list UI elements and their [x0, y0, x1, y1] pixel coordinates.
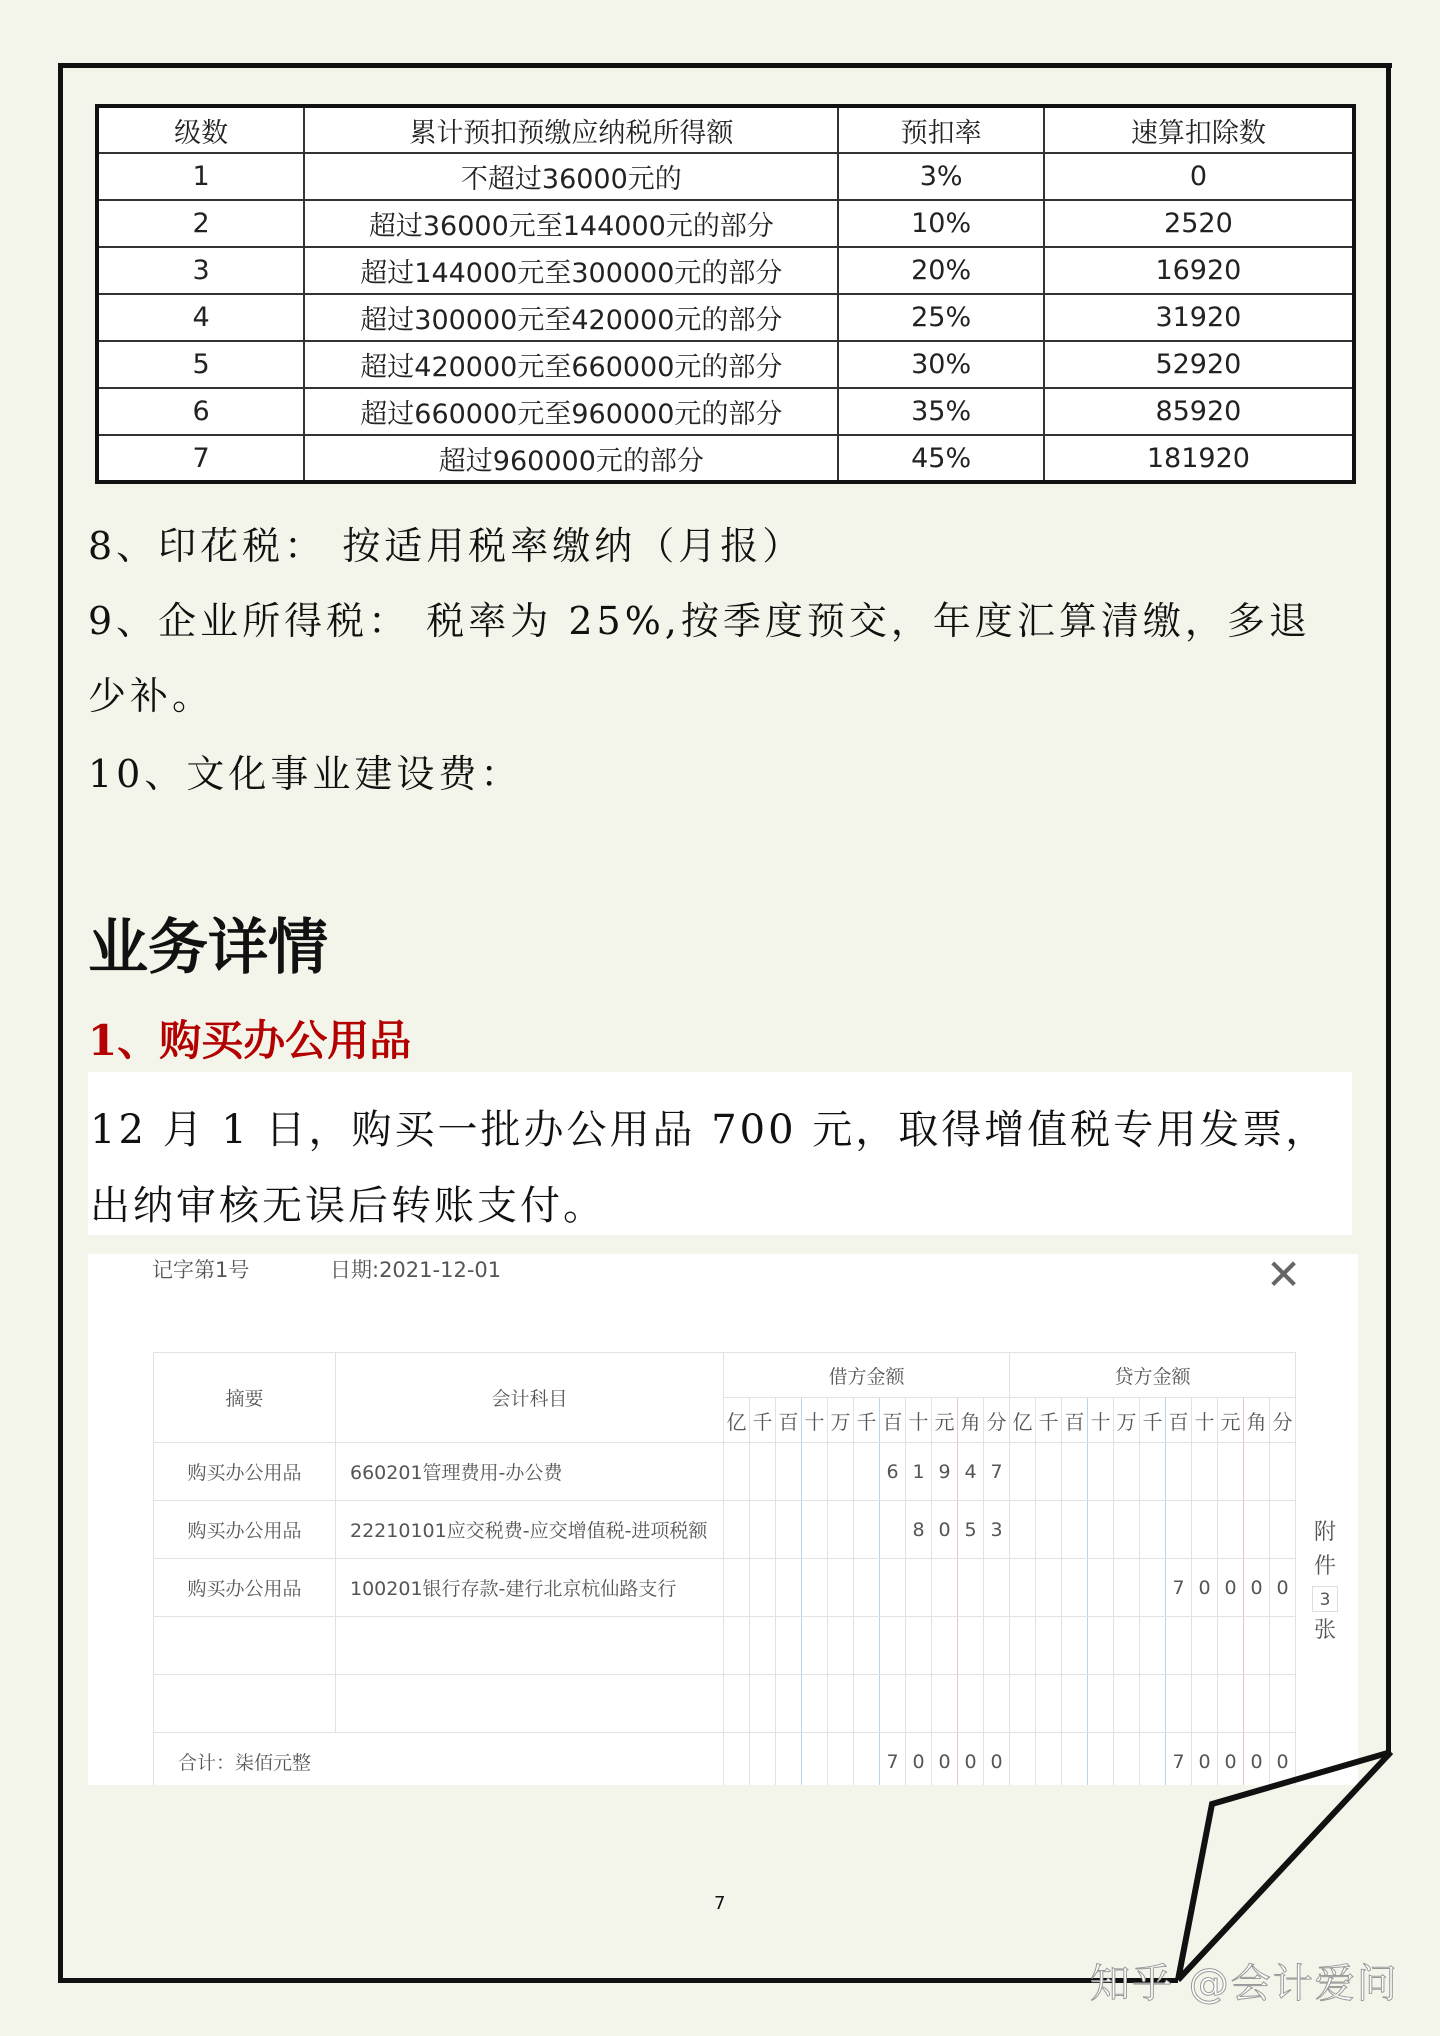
unit-label: 百 [1166, 1398, 1192, 1443]
cell-income: 超过420000元至660000元的部分 [304, 341, 838, 388]
header-rate: 预扣率 [838, 106, 1043, 153]
unit-label: 千 [854, 1398, 880, 1443]
amount-digit[interactable]: 0 [1244, 1733, 1270, 1786]
amount-digit[interactable]: 7 [984, 1443, 1010, 1501]
description-line-2: 出纳审核无误后转账支付。 [90, 1183, 606, 1229]
section-title: 业务详情 [88, 913, 328, 983]
cell-rate: 35% [838, 388, 1043, 435]
col-account: 会计科目 [336, 1353, 724, 1443]
sub-title: 1、购买办公用品 [88, 1016, 412, 1065]
cell-deduction: 181920 [1044, 435, 1354, 482]
col-debit: 借方金额 [724, 1353, 1010, 1398]
entry-summary[interactable]: 购买办公用品 [154, 1501, 336, 1559]
attach-label: 件 [1313, 1554, 1336, 1579]
entry-account[interactable]: 22210101应交税费-应交增值税-进项税额 [336, 1501, 724, 1559]
unit-label: 十 [802, 1398, 828, 1443]
cell-rate: 30% [838, 341, 1043, 388]
amount-digit[interactable]: 0 [958, 1733, 984, 1786]
unit-label: 十 [1192, 1398, 1218, 1443]
cell-rate: 10% [838, 200, 1043, 247]
cell-rate: 20% [838, 247, 1043, 294]
item-9-corporate-tax: 9、企业所得税： 税率为 25%,按季度预交，年度汇算清缴，多退 [88, 599, 1311, 643]
amount-digit[interactable]: 6 [880, 1443, 906, 1501]
header-deduction: 速算扣除数 [1044, 106, 1354, 153]
cell-level: 6 [97, 388, 304, 435]
cell-level: 1 [97, 153, 304, 200]
cell-rate: 25% [838, 294, 1043, 341]
entry-account[interactable]: 660201管理费用-办公费 [336, 1443, 724, 1501]
cell-level: 5 [97, 341, 304, 388]
cell-deduction: 2520 [1044, 200, 1354, 247]
page-number: 7 [714, 1893, 726, 1914]
voucher-date: 日期:2021-12-01 [330, 1258, 502, 1282]
unit-label: 十 [906, 1398, 932, 1443]
amount-digit[interactable]: 0 [1218, 1733, 1244, 1786]
entry-account[interactable]: 100201银行存款-建行北京杭仙路支行 [336, 1559, 724, 1617]
amount-digit[interactable]: 0 [906, 1733, 932, 1786]
amount-digit[interactable]: 0 [1244, 1559, 1270, 1617]
unit-label: 千 [750, 1398, 776, 1443]
amount-digit[interactable]: 0 [1192, 1733, 1218, 1786]
cell-deduction: 16920 [1044, 247, 1354, 294]
description-line-1: 12 月 1 日，购买一批办公用品 700 元，取得增值税专用发票， [90, 1107, 1329, 1153]
unit-label: 百 [880, 1398, 906, 1443]
total-label: 合计：柒佰元整 [154, 1733, 724, 1786]
item-8-stamp-tax: 8、印花税： 按适用税率缴纳（月报） [88, 524, 805, 568]
amount-digit[interactable]: 0 [1270, 1733, 1296, 1786]
close-icon[interactable]: ✕ [1266, 1254, 1302, 1299]
unit-label: 元 [1218, 1398, 1244, 1443]
unit-label: 千 [1140, 1398, 1166, 1443]
cell-deduction: 85920 [1044, 388, 1354, 435]
col-summary: 摘要 [154, 1353, 336, 1443]
cell-rate: 45% [838, 435, 1043, 482]
amount-digit[interactable]: 9 [932, 1443, 958, 1501]
amount-digit[interactable]: 0 [984, 1733, 1010, 1786]
cell-income: 超过36000元至144000元的部分 [304, 200, 838, 247]
col-credit: 贷方金额 [1010, 1353, 1296, 1398]
unit-label: 万 [828, 1398, 854, 1443]
entry-summary[interactable]: 购买办公用品 [154, 1559, 336, 1617]
page-curl-line [1178, 1752, 1391, 1980]
amount-digit[interactable]: 5 [958, 1501, 984, 1559]
cell-rate: 3% [838, 153, 1043, 200]
item-10-culture-fee: 10、文化事业建设费： [88, 752, 523, 796]
cell-level: 2 [97, 200, 304, 247]
amount-digit[interactable]: 1 [906, 1443, 932, 1501]
voucher-number: 记字第1号 [152, 1258, 250, 1282]
cell-level: 4 [97, 294, 304, 341]
unit-label: 万 [1114, 1398, 1140, 1443]
cell-level: 7 [97, 435, 304, 482]
amount-digit[interactable]: 0 [1270, 1559, 1296, 1617]
attach-label: 附 [1313, 1520, 1336, 1545]
amount-digit[interactable]: 0 [1192, 1559, 1218, 1617]
attach-label: 张 [1313, 1618, 1336, 1643]
amount-digit[interactable]: 7 [880, 1733, 906, 1786]
amount-digit[interactable]: 0 [932, 1733, 958, 1786]
cell-deduction: 31920 [1044, 294, 1354, 341]
cell-level: 3 [97, 247, 304, 294]
cell-income: 超过960000元的部分 [304, 435, 838, 482]
attach-count-input[interactable]: 3 [1312, 1586, 1338, 1612]
amount-digit[interactable]: 0 [1218, 1559, 1244, 1617]
item-9-continued: 少补。 [88, 674, 215, 718]
cell-income: 超过144000元至300000元的部分 [304, 247, 838, 294]
amount-digit[interactable]: 7 [1166, 1733, 1192, 1786]
amount-digit[interactable]: 8 [906, 1501, 932, 1559]
unit-label: 百 [1062, 1398, 1088, 1443]
entry-summary[interactable]: 购买办公用品 [154, 1443, 336, 1501]
cell-deduction: 52920 [1044, 341, 1354, 388]
unit-label: 角 [958, 1398, 984, 1443]
unit-label: 分 [984, 1398, 1010, 1443]
header-income: 累计预扣预缴应纳税所得额 [304, 106, 838, 153]
cell-deduction: 0 [1044, 153, 1354, 200]
watermark: 知乎 @会计爱问 [1090, 1961, 1399, 2007]
cell-income: 超过660000元至960000元的部分 [304, 388, 838, 435]
amount-digit[interactable]: 7 [1166, 1559, 1192, 1617]
unit-label: 千 [1036, 1398, 1062, 1443]
unit-label: 分 [1270, 1398, 1296, 1443]
unit-label: 元 [932, 1398, 958, 1443]
cell-income: 不超过36000元的 [304, 153, 838, 200]
unit-label: 亿 [724, 1398, 750, 1443]
unit-label: 十 [1088, 1398, 1114, 1443]
amount-digit[interactable]: 0 [932, 1501, 958, 1559]
amount-digit[interactable]: 3 [984, 1501, 1010, 1559]
header-level: 级数 [97, 106, 304, 153]
unit-label: 角 [1244, 1398, 1270, 1443]
unit-label: 百 [776, 1398, 802, 1443]
cell-income: 超过300000元至420000元的部分 [304, 294, 838, 341]
amount-digit[interactable]: 4 [958, 1443, 984, 1501]
unit-label: 亿 [1010, 1398, 1036, 1443]
